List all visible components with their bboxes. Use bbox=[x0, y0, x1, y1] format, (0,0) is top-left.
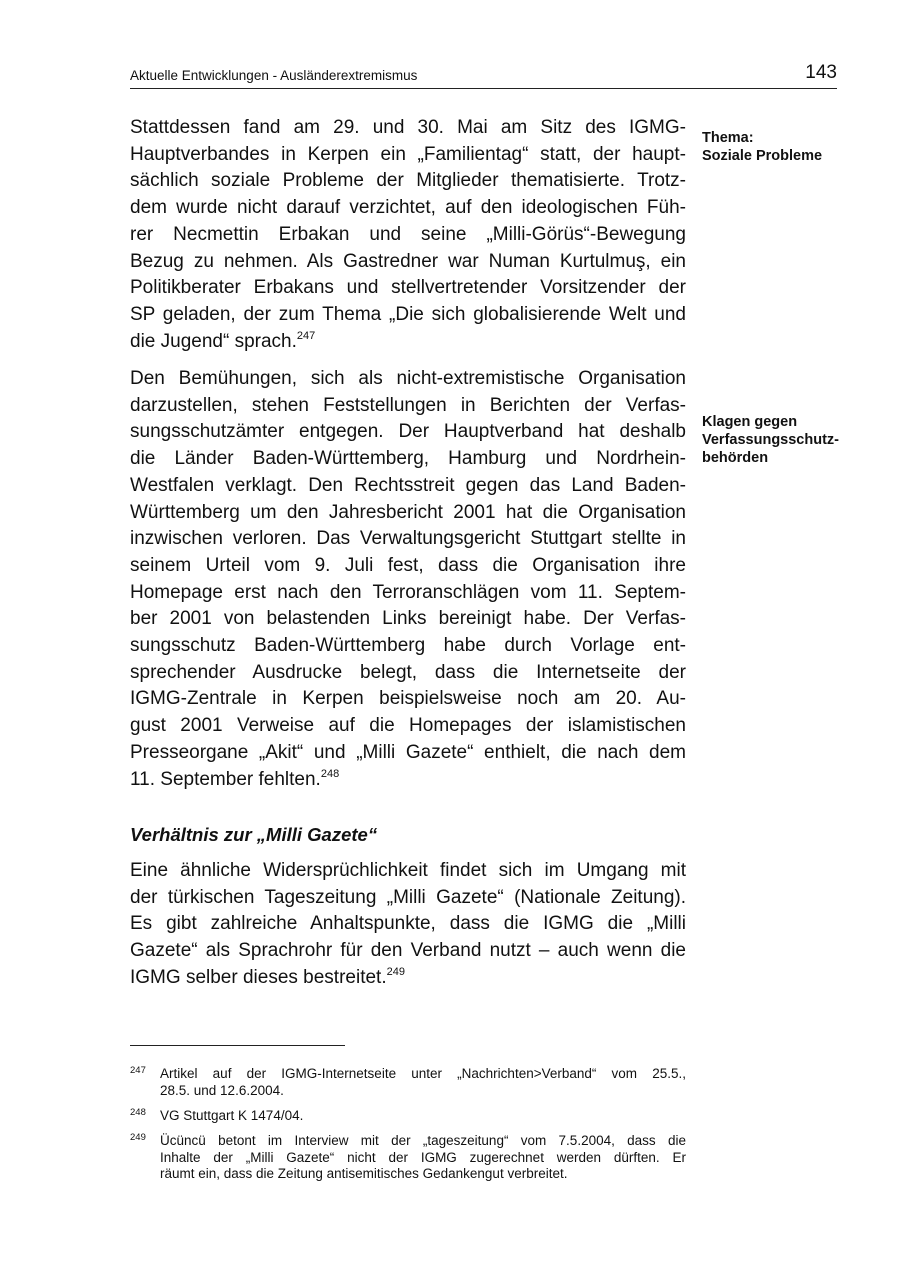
section-heading: Verhältnis zur „Milli Gazete“ bbox=[130, 824, 378, 845]
body-paragraph-2 bbox=[130, 366, 686, 793]
footnote-reference[interactable]: 248 bbox=[320, 767, 340, 780]
footnote-text bbox=[160, 1108, 686, 1125]
header-divider bbox=[130, 88, 837, 89]
text-line: rer Necmettin Erbakan und seine „Milli-Görüs“-Bewegung bbox=[130, 223, 686, 245]
footnote-number: 249 bbox=[130, 1132, 146, 1143]
footnote-text bbox=[160, 1133, 686, 1183]
margin-note-line: Klagen gegen bbox=[702, 414, 798, 430]
text-line: sungsschutz Baden-Württemberg habe durch Vorlage ent- bbox=[130, 635, 686, 657]
margin-note-lawsuits bbox=[702, 413, 839, 467]
text-line: Württemberg um den Jahresbericht 2001 hat die Organisation bbox=[130, 501, 686, 523]
body-paragraph-1 bbox=[130, 115, 686, 355]
footnote-reference[interactable]: 249 bbox=[386, 965, 405, 978]
text-line: dem wurde nicht darauf verzichtet, auf den ideologischen Füh- bbox=[130, 197, 686, 219]
footnote-reference[interactable]: 247 bbox=[296, 329, 316, 342]
footnote-line: 28.5. und 12.6.2004. bbox=[160, 1082, 284, 1098]
footnote-line: Ücüncü betont im Interview mit der „tageszeitung“ vom 7.5.2004, dass die bbox=[160, 1133, 686, 1148]
text-line: der türkischen Tageszeitung „Milli Gazete“ (Nationale Zeitung). bbox=[130, 886, 686, 908]
margin-note-topic bbox=[702, 129, 822, 165]
footnote-249 bbox=[130, 1133, 686, 1183]
footnote-number: 247 bbox=[130, 1065, 146, 1076]
text-line: inzwischen verloren. Das Verwaltungsgericht Stuttgart stellte in bbox=[130, 528, 686, 550]
text-line: Es gibt zahlreiche Anhaltspunkte, dass die IGMG die „Milli bbox=[130, 913, 686, 935]
margin-note-line: Verfassungsschutz- bbox=[702, 432, 839, 448]
margin-note-line: behörden bbox=[702, 450, 769, 466]
text-line: seinem Urteil vom 9. Juli fest, dass die Organisation ihre bbox=[130, 554, 686, 576]
text-line: sprechender Ausdrucke belegt, dass die Internetseite der bbox=[130, 661, 686, 683]
text-line: SP geladen, der zum Thema „Die sich globalisierende Welt und bbox=[130, 303, 686, 325]
text-line: die Länder Baden-Württemberg, Hamburg und Nordrhein- bbox=[130, 448, 686, 470]
footnote-line: Artikel auf der IGMG-Internetseite unter „Nachrichten>Verband“ vom 25.5., bbox=[160, 1066, 686, 1081]
text-line: IGMG-Zentrale in Kerpen beispielsweise noch am 20. Au- bbox=[130, 688, 686, 710]
body-paragraph-3 bbox=[130, 858, 686, 992]
footnote-divider bbox=[130, 1045, 345, 1046]
text-line: sächlich soziale Probleme der Mitglieder thematisierte. Trotz- bbox=[130, 170, 686, 192]
text-line: IGMG selber dieses bestreitet.$^{249}$ bbox=[130, 965, 405, 988]
footnote-line: räumt ein, dass die Zeitung antisemitisches Gedankengut verbreitet. bbox=[160, 1166, 568, 1181]
text-line: Hauptverbandes in Kerpen ein „Familientag“ statt, der haupt- bbox=[130, 143, 686, 165]
footnote-text bbox=[160, 1066, 686, 1099]
text-line: Den Bemühungen, sich als nicht-extremistische Organisation bbox=[130, 368, 686, 389]
margin-note-line: Thema: bbox=[702, 130, 754, 146]
text-line: Westfalen verklagt. Den Rechtsstreit gegen das Land Baden- bbox=[130, 474, 686, 496]
page-header bbox=[130, 62, 837, 88]
text-line: Eine ähnliche Widersprüchlichkeit findet sich im Umgang mit bbox=[130, 860, 686, 881]
running-header-title: Aktuelle Entwicklungen - Ausländerextremismus bbox=[130, 68, 418, 83]
margin-note-line: Soziale Probleme bbox=[702, 148, 823, 164]
text-line: Stattdessen fand am 29. und 30. Mai am Sitz des IGMG- bbox=[130, 117, 686, 138]
text-line: Presseorgane „Akit“ und „Milli Gazete“ enthielt, die nach dem bbox=[130, 741, 686, 763]
footnote-number: 248 bbox=[130, 1107, 146, 1118]
page-number: 143 bbox=[805, 62, 837, 83]
text-line: sungsschutzämter entgegen. Der Hauptverband hat deshalb bbox=[130, 421, 686, 443]
text-line: darzustellen, stehen Feststellungen in Berichten der Verfas- bbox=[130, 394, 686, 416]
text-line: Politikberater Erbakans und stellvertretender Vorsitzender der bbox=[130, 277, 686, 299]
text-line: Homepage erst nach den Terroranschlägen vom 11. Septem- bbox=[130, 581, 686, 603]
footnote-line: VG Stuttgart K 1474/04. bbox=[160, 1108, 304, 1123]
footnote-247 bbox=[130, 1066, 686, 1099]
text-line: Gazete“ als Sprachrohr für den Verband nutzt – auch wenn die bbox=[130, 940, 686, 962]
text-line: 11. September fehlten.$^{248}$ bbox=[130, 767, 340, 790]
footnote-248 bbox=[130, 1108, 686, 1125]
text-line: gust 2001 Verweise auf die Homepages der islamistischen bbox=[130, 715, 686, 737]
text-line: Bezug zu nehmen. Als Gastredner war Numan Kurtulmuş, ein bbox=[130, 250, 686, 272]
text-line: die Jugend“ sprach.$^{247}$ bbox=[130, 329, 316, 352]
footnote-line: Inhalte der „Milli Gazete“ nicht der IGMG zugerechnet werden dürften. Er bbox=[160, 1149, 686, 1165]
text-line: ber 2001 von belastenden Links bereinigt habe. Der Verfas- bbox=[130, 608, 686, 630]
